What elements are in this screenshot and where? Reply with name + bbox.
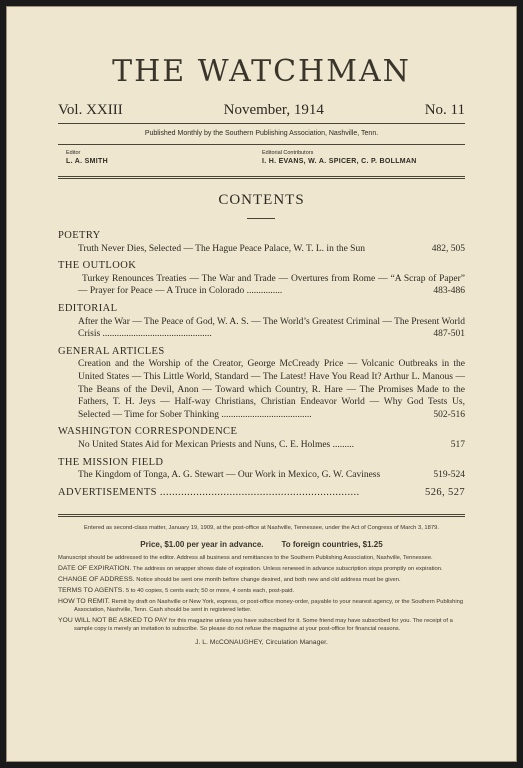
entry-notice: Entered as second-class matter, January 19, 1909, at the post-office at Nashville, Tennessee, under the Act of Congress of March 3, 1879. [84, 525, 439, 531]
toc-text: No United States Aid for Mexican Priests and Nuns, C. E. Holmes ......... [78, 439, 355, 450]
manuscript-notice: Manuscript should be addressed to the editor. Address all business and remittances to the Southern Publishing Association, Nashville, Tennessee. [58, 555, 433, 561]
masthead-title: THE WATCHMAN [112, 54, 411, 89]
toc-pages: 483-486 [433, 286, 465, 297]
issue-line [58, 102, 465, 119]
toc-entry [58, 487, 465, 500]
editor-label: Editor [66, 150, 81, 156]
change-address-notice: CHANGE OF ADDRESS. Notice should be sent one month before change desired, and both new and old address must be given. [58, 576, 401, 583]
toc-pages: 526, 527 [425, 486, 465, 498]
toc-heading: WASHINGTON CORRESPONDENCE [58, 426, 238, 438]
toc-section [58, 457, 465, 482]
volume: Vol. XXIII [58, 102, 123, 118]
pay-notice: YOU WILL NOT BE ASKED TO PAY for this magazine unless you have subscribed for it. Some friend may have subscribed for you. The receipt of a sample copy is merely an invitation to subscribe. So please do not refuse the magazine at your post-office for financial reasons. [58, 617, 453, 632]
toc-entry [58, 316, 465, 341]
toc-section [58, 346, 465, 422]
toc-text: Turkey Renounces Treaties — The War and Trade — Overtures from Rome — “A Scrap of Paper” — Prayer for Peace — A Truce in Colorado ............... [78, 273, 465, 297]
toc-heading: GENERAL ARTICLES [58, 345, 165, 357]
issue-date: November, 1914 [223, 102, 324, 118]
agents-notice: TERMS TO AGENTS. 5 to 40 copies, 5 cents each; 50 or more, 4 cents each, post-paid. [58, 587, 295, 594]
toc-pages: 517 [450, 439, 465, 450]
double-divider [58, 176, 465, 179]
contents-title: CONTENTS [218, 192, 305, 208]
foreign-price: To foreign countries, $1.25 [281, 540, 383, 549]
toc-heading: ADVERTISEMENTS .................................................................. [58, 486, 360, 498]
toc-section [58, 426, 465, 451]
price-line [58, 541, 465, 549]
toc-heading: POETRY [58, 230, 101, 241]
editor-name: L. A. SMITH [66, 158, 108, 165]
toc-pages: 482, 505 [431, 243, 465, 254]
toc-heading: THE MISSION FIELD [58, 456, 164, 468]
toc-entry [58, 243, 465, 256]
toc-text: The Kingdom of Tonga, A. G. Stewart — Our Work in Mexico, G. W. Caviness [78, 470, 381, 481]
toc-entry [58, 358, 465, 421]
toc-heading: THE OUTLOOK [58, 260, 137, 272]
divider [58, 123, 465, 124]
publication-notice [58, 524, 465, 647]
publisher-line: Published Monthly by the Southern Publishing Association, Nashville, Tenn. [144, 130, 379, 137]
toc-section [58, 303, 465, 341]
table-of-contents [58, 225, 465, 499]
issue-number: No. 11 [424, 102, 465, 118]
expiration-notice: DATE OF EXPIRATION. The address on wrapper shows date of expiration. Unless renewed in advance subscription stops promptly on expiration. [58, 565, 443, 572]
circulation-manager: J. L. McCONAUGHEY, Circulation Manager. [195, 639, 328, 646]
toc-entry [58, 469, 465, 482]
remit-notice: HOW TO REMIT. Remit by draft on Nashville or New York, express, or post-office money-order, payable to your nearest agency, or the Southern Publishing Association, Nashville, Tenn. Cash should be sent in registered letter. [58, 598, 464, 613]
toc-entry [58, 439, 465, 452]
toc-section [58, 487, 465, 500]
short-divider [247, 218, 275, 219]
toc-entry [58, 273, 465, 298]
contributors-names: I. H. EVANS, W. A. SPICER, C. P. BOLLMAN [262, 158, 417, 165]
toc-heading: EDITORIAL [58, 302, 118, 314]
toc-section [58, 230, 465, 255]
magazine-page [6, 6, 517, 762]
toc-pages: 502-516 [433, 409, 465, 420]
toc-pages: 487-501 [433, 329, 465, 340]
divider [58, 144, 465, 145]
price: Price, $1.00 per year in advance. [140, 540, 264, 549]
double-divider [58, 514, 465, 517]
toc-text: Creation and the Worship of the Creator, George McCready Price — Volcanic Outbreaks in the United States — This Little World, Standard — The Latest! Have You Read It? Arthur L. Manous — The Beans of the Devil, Anon — Toward which Country, R. Hare — The Promises Made to the Fathers, T. H. Jeys — Half-way Christians, Christian Endeavor World — Why God Tests Us, Selected — Time for Sober Thinking ...................................... [78, 359, 465, 420]
toc-text: Truth Never Dies, Selected — The Hague Peace Palace, W. T. L. in the Sun [78, 243, 365, 254]
contributors-label: Editorial Contributors [262, 150, 314, 156]
toc-pages: 519-524 [433, 470, 465, 481]
toc-section [58, 260, 465, 298]
toc-text: After the War — The Peace of God, W. A. S. — The World’s Greatest Criminal — The Present World Crisis .............................................. [78, 316, 465, 340]
